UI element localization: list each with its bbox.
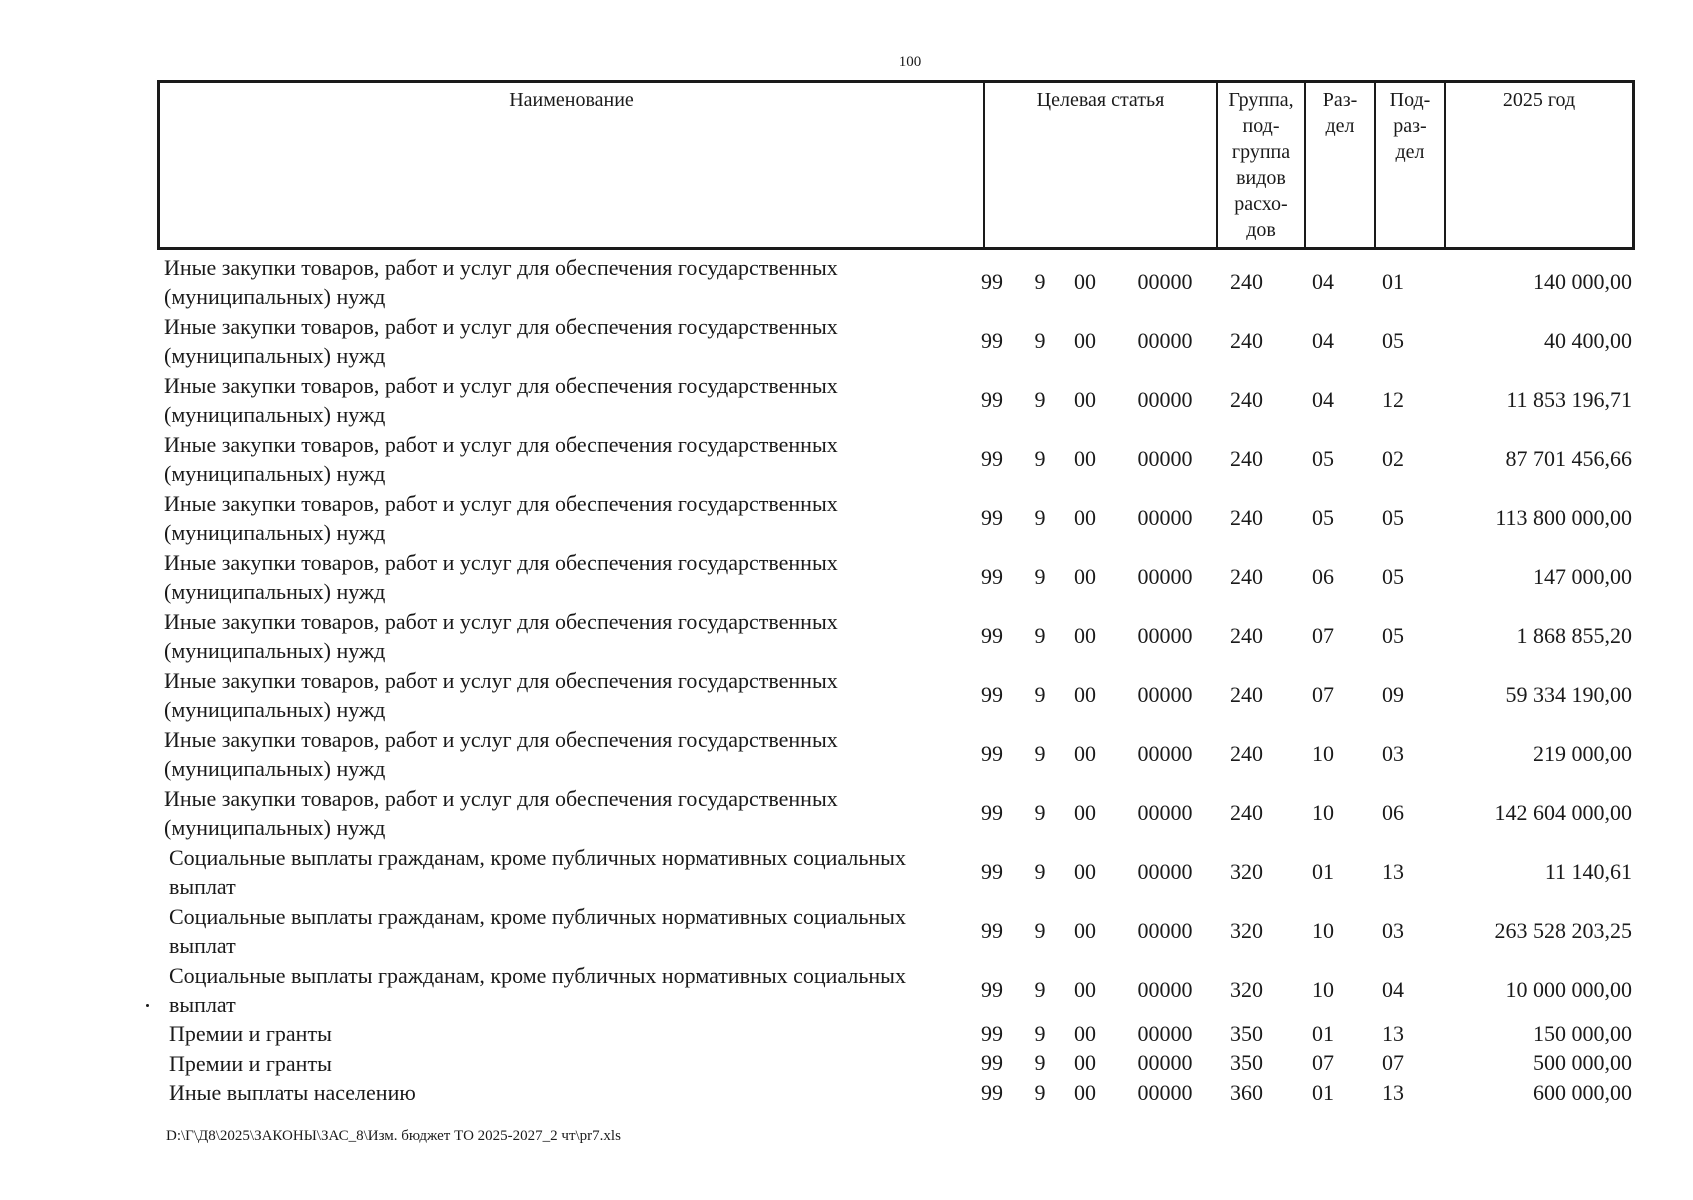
row-name-line: Иные закупки товаров, работ и услуг для обеспечения государственных — [164, 372, 838, 398]
expense-group: 240 — [1230, 563, 1263, 589]
table-row — [157, 429, 1635, 488]
table-row — [157, 547, 1635, 606]
row-name-line: Иные выплаты населению — [169, 1080, 416, 1106]
subsection-code: 13 — [1382, 1079, 1404, 1105]
target-subprogram: 9 — [1034, 622, 1046, 648]
row-name-line: (муниципальных) нужд — [164, 519, 386, 545]
amount-2025: 500 000,00 — [1533, 1050, 1632, 1076]
subsection-code: 13 — [1382, 1020, 1404, 1046]
target-subprogram: 9 — [1034, 1079, 1046, 1105]
target-subprogram: 9 — [1034, 858, 1046, 884]
subsection-code: 05 — [1382, 622, 1404, 648]
table-row — [157, 665, 1635, 724]
header-section-line: Раз- — [1322, 89, 1358, 111]
subsection-code: 06 — [1382, 799, 1404, 825]
expense-group: 240 — [1230, 445, 1263, 471]
target-main-activity: 00 — [1074, 1079, 1096, 1105]
scan-speck — [146, 1004, 149, 1007]
row-name — [169, 901, 999, 960]
table-header — [157, 80, 1635, 250]
row-name-line: (муниципальных) нужд — [164, 637, 386, 663]
expense-group: 240 — [1230, 386, 1263, 412]
section-code: 04 — [1312, 327, 1334, 353]
header-group-line: видов — [1236, 167, 1286, 189]
target-direction: 00000 — [1137, 563, 1193, 589]
target-direction: 00000 — [1137, 858, 1193, 884]
row-name-line: Премии и гранты — [169, 1021, 332, 1047]
target-main-activity: 00 — [1074, 681, 1096, 707]
target-program: 99 — [981, 504, 1003, 530]
row-name — [169, 1049, 999, 1079]
target-main-activity: 00 — [1074, 622, 1096, 648]
target-main-activity: 00 — [1074, 1020, 1096, 1046]
row-name — [164, 311, 964, 370]
target-subprogram: 9 — [1034, 504, 1046, 530]
table-row — [157, 252, 1635, 311]
target-program: 99 — [981, 445, 1003, 471]
table-row — [157, 1078, 1635, 1108]
target-direction: 00000 — [1137, 268, 1193, 294]
target-direction: 00000 — [1137, 681, 1193, 707]
target-subprogram: 9 — [1034, 1050, 1046, 1076]
target-direction: 00000 — [1137, 504, 1193, 530]
target-main-activity: 00 — [1074, 799, 1096, 825]
header-subsection-line: дел — [1395, 141, 1425, 163]
target-program: 99 — [981, 858, 1003, 884]
expense-group: 240 — [1230, 622, 1263, 648]
header-target-article: Целевая статья — [983, 83, 1216, 247]
target-program: 99 — [981, 563, 1003, 589]
row-name-line: Иные закупки товаров, работ и услуг для обеспечения государственных — [164, 785, 838, 811]
section-code: 07 — [1312, 1050, 1334, 1076]
target-direction: 00000 — [1137, 1079, 1193, 1105]
header-subsection-line: раз- — [1393, 115, 1427, 137]
row-name-line: (муниципальных) нужд — [164, 578, 386, 604]
subsection-code: 05 — [1382, 563, 1404, 589]
amount-2025: 219 000,00 — [1533, 740, 1632, 766]
section-code: 10 — [1312, 740, 1334, 766]
row-name-line: Иные закупки товаров, работ и услуг для обеспечения государственных — [164, 726, 838, 752]
expense-group: 240 — [1230, 268, 1263, 294]
amount-2025: 10 000 000,00 — [1505, 976, 1632, 1002]
target-subprogram: 9 — [1034, 563, 1046, 589]
amount-2025: 140 000,00 — [1533, 268, 1632, 294]
row-name — [169, 842, 999, 901]
target-direction: 00000 — [1137, 917, 1193, 943]
row-name-line: Социальные выплаты гражданам, кроме публичных нормативных социальных — [169, 962, 906, 988]
table-row — [157, 842, 1635, 901]
target-direction: 00000 — [1137, 1020, 1193, 1046]
section-code: 10 — [1312, 917, 1334, 943]
row-name — [169, 1019, 999, 1049]
section-code: 01 — [1312, 858, 1334, 884]
expense-group: 240 — [1230, 740, 1263, 766]
target-subprogram: 9 — [1034, 268, 1046, 294]
target-subprogram: 9 — [1034, 740, 1046, 766]
expense-group: 240 — [1230, 681, 1263, 707]
row-name-line: Иные закупки товаров, работ и услуг для обеспечения государственных — [164, 549, 838, 575]
target-program: 99 — [981, 1050, 1003, 1076]
target-subprogram: 9 — [1034, 1020, 1046, 1046]
subsection-code: 07 — [1382, 1050, 1404, 1076]
target-program: 99 — [981, 1020, 1003, 1046]
amount-2025: 600 000,00 — [1533, 1079, 1632, 1105]
target-main-activity: 00 — [1074, 327, 1096, 353]
target-direction: 00000 — [1137, 386, 1193, 412]
target-main-activity: 00 — [1074, 917, 1096, 943]
target-main-activity: 00 — [1074, 858, 1096, 884]
header-name: Наименование — [509, 89, 634, 111]
subsection-code: 13 — [1382, 858, 1404, 884]
target-main-activity: 00 — [1074, 976, 1096, 1002]
table-row — [157, 901, 1635, 960]
row-name-line: Иные закупки товаров, работ и услуг для обеспечения государственных — [164, 667, 838, 693]
header-subsection — [1374, 83, 1444, 247]
table-body — [157, 252, 1635, 1108]
row-name — [164, 724, 964, 783]
target-direction: 00000 — [1137, 976, 1193, 1002]
target-subprogram: 9 — [1034, 799, 1046, 825]
amount-2025: 87 701 456,66 — [1505, 445, 1632, 471]
file-path: D:\Г\Д8\2025\ЗАКОНЫ\ЗАС_8\Изм. бюджет ТО 2025-2027_2 чт\pr7.xls — [166, 1128, 621, 1144]
expense-group: 320 — [1230, 917, 1263, 943]
subsection-code: 05 — [1382, 504, 1404, 530]
row-name — [164, 488, 964, 547]
amount-2025: 147 000,00 — [1533, 563, 1632, 589]
header-group-line: группа — [1231, 141, 1291, 163]
row-name — [164, 606, 964, 665]
header-section — [1304, 83, 1374, 247]
page-number: 100 — [898, 54, 922, 70]
row-name-line: (муниципальных) нужд — [164, 460, 386, 486]
subsection-code: 04 — [1382, 976, 1404, 1002]
target-program: 99 — [981, 622, 1003, 648]
header-group — [1216, 83, 1304, 247]
row-name-line: выплат — [169, 991, 236, 1017]
target-direction: 00000 — [1137, 622, 1193, 648]
row-name — [164, 370, 964, 429]
target-subprogram: 9 — [1034, 386, 1046, 412]
subsection-code: 03 — [1382, 740, 1404, 766]
target-subprogram: 9 — [1034, 917, 1046, 943]
expense-group: 240 — [1230, 504, 1263, 530]
header-group-line: дов — [1246, 219, 1276, 241]
section-code: 05 — [1312, 504, 1334, 530]
row-name-line: Иные закупки товаров, работ и услуг для обеспечения государственных — [164, 490, 838, 516]
table-row — [157, 606, 1635, 665]
target-subprogram: 9 — [1034, 327, 1046, 353]
subsection-code: 12 — [1382, 386, 1404, 412]
header-year: 2025 год — [1444, 83, 1632, 247]
row-name-line: Иные закупки товаров, работ и услуг для обеспечения государственных — [164, 313, 838, 339]
header-group-line: расхо- — [1234, 193, 1288, 215]
table-row — [157, 960, 1635, 1019]
row-name-line: выплат — [169, 873, 236, 899]
target-main-activity: 00 — [1074, 1050, 1096, 1076]
row-name — [164, 665, 964, 724]
section-code: 07 — [1312, 681, 1334, 707]
section-code: 01 — [1312, 1079, 1334, 1105]
amount-2025: 263 528 203,25 — [1494, 917, 1632, 943]
table-row — [157, 488, 1635, 547]
target-main-activity: 00 — [1074, 563, 1096, 589]
row-name-line: (муниципальных) нужд — [164, 401, 386, 427]
row-name-line: (муниципальных) нужд — [164, 283, 386, 309]
row-name-line: (муниципальных) нужд — [164, 755, 386, 781]
header-group-line: под- — [1242, 115, 1280, 137]
target-program: 99 — [981, 917, 1003, 943]
target-main-activity: 00 — [1074, 268, 1096, 294]
expense-group: 350 — [1230, 1020, 1263, 1046]
row-name — [164, 252, 964, 311]
target-subprogram: 9 — [1034, 681, 1046, 707]
target-direction: 00000 — [1137, 740, 1193, 766]
subsection-code: 05 — [1382, 327, 1404, 353]
target-program: 99 — [981, 740, 1003, 766]
target-main-activity: 00 — [1074, 386, 1096, 412]
row-name-line: (муниципальных) нужд — [164, 814, 386, 840]
target-program: 99 — [981, 799, 1003, 825]
target-subprogram: 9 — [1034, 445, 1046, 471]
target-program: 99 — [981, 1079, 1003, 1105]
subsection-code: 01 — [1382, 268, 1404, 294]
section-code: 05 — [1312, 445, 1334, 471]
target-main-activity: 00 — [1074, 445, 1096, 471]
table-row — [157, 1049, 1635, 1079]
section-code: 10 — [1312, 976, 1334, 1002]
expense-group: 320 — [1230, 976, 1263, 1002]
row-name-line: выплат — [169, 932, 236, 958]
expense-group: 240 — [1230, 327, 1263, 353]
target-program: 99 — [981, 268, 1003, 294]
expense-group: 360 — [1230, 1079, 1263, 1105]
row-name-line: Иные закупки товаров, работ и услуг для обеспечения государственных — [164, 608, 838, 634]
row-name-line: (муниципальных) нужд — [164, 342, 386, 368]
row-name — [164, 429, 964, 488]
row-name — [164, 783, 964, 842]
subsection-code: 09 — [1382, 681, 1404, 707]
section-code: 01 — [1312, 1020, 1334, 1046]
target-program: 99 — [981, 681, 1003, 707]
amount-2025: 142 604 000,00 — [1494, 799, 1632, 825]
row-name — [169, 1078, 999, 1108]
amount-2025: 113 800 000,00 — [1495, 504, 1632, 530]
row-name-line: Премии и гранты — [169, 1050, 332, 1076]
target-direction: 00000 — [1137, 1050, 1193, 1076]
target-program: 99 — [981, 976, 1003, 1002]
target-direction: 00000 — [1137, 445, 1193, 471]
section-code: 04 — [1312, 386, 1334, 412]
section-code: 04 — [1312, 268, 1334, 294]
target-direction: 00000 — [1137, 799, 1193, 825]
expense-group: 240 — [1230, 799, 1263, 825]
target-subprogram: 9 — [1034, 976, 1046, 1002]
header-subsection-line: Под- — [1389, 89, 1431, 111]
expense-group: 320 — [1230, 858, 1263, 884]
subsection-code: 03 — [1382, 917, 1404, 943]
row-name-line: Социальные выплаты гражданам, кроме публичных нормативных социальных — [169, 903, 906, 929]
amount-2025: 40 400,00 — [1544, 327, 1632, 353]
table-row — [157, 311, 1635, 370]
target-program: 99 — [981, 327, 1003, 353]
table-row — [157, 783, 1635, 842]
row-name-line: (муниципальных) нужд — [164, 696, 386, 722]
target-main-activity: 00 — [1074, 504, 1096, 530]
expense-group: 350 — [1230, 1050, 1263, 1076]
header-group-line: Группа, — [1228, 89, 1294, 111]
subsection-code: 02 — [1382, 445, 1404, 471]
target-main-activity: 00 — [1074, 740, 1096, 766]
row-name-line: Иные закупки товаров, работ и услуг для обеспечения государственных — [164, 254, 838, 280]
amount-2025: 11 853 196,71 — [1506, 386, 1632, 412]
amount-2025: 150 000,00 — [1533, 1020, 1632, 1046]
section-code: 06 — [1312, 563, 1334, 589]
target-direction: 00000 — [1137, 327, 1193, 353]
table-row — [157, 1019, 1635, 1049]
section-code: 10 — [1312, 799, 1334, 825]
table-row — [157, 370, 1635, 429]
section-code: 07 — [1312, 622, 1334, 648]
row-name-line: Социальные выплаты гражданам, кроме публичных нормативных социальных — [169, 844, 906, 870]
amount-2025: 59 334 190,00 — [1505, 681, 1632, 707]
amount-2025: 11 140,61 — [1544, 858, 1632, 884]
row-name — [169, 960, 999, 1019]
row-name-line: Иные закупки товаров, работ и услуг для обеспечения государственных — [164, 431, 838, 457]
header-section-line: дел — [1325, 115, 1355, 137]
table-row — [157, 724, 1635, 783]
amount-2025: 1 868 855,20 — [1516, 622, 1632, 648]
row-name — [164, 547, 964, 606]
target-program: 99 — [981, 386, 1003, 412]
